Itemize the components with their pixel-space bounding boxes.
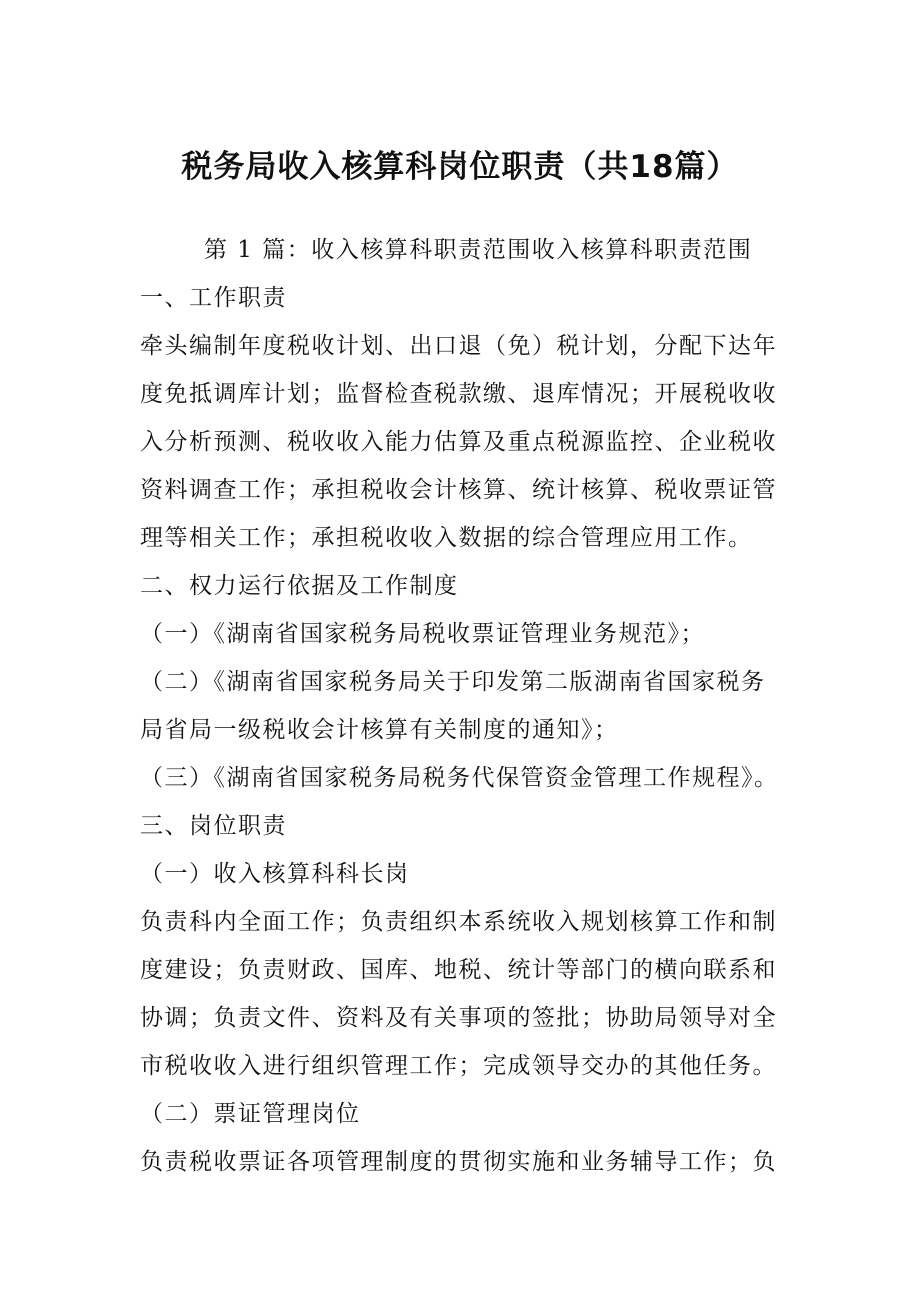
paragraph-line: 协调；负责文件、资料及有关事项的签批；协助局领导对全 <box>140 1005 777 1031</box>
list-item: （二）《湖南省国家税务局关于印发第二版湖南省国家税务 <box>140 669 766 695</box>
paragraph-line: 理等相关工作；承担税收收入数据的综合管理应用工作。 <box>140 525 753 551</box>
paragraph-line: 负责税收票证各项管理制度的贯彻实施和业务辅导工作；负 <box>140 1149 777 1175</box>
subsection-heading: （一）收入核算科科长岗 <box>140 861 410 887</box>
paragraph-line: 资料调查工作；承担税收会计核算、统计核算、税收票证管 <box>140 477 777 503</box>
section-heading: 二、权力运行依据及工作制度 <box>140 573 459 599</box>
list-item-continuation: 局省局一级税收会计核算有关制度的通知》； <box>140 717 619 743</box>
paragraph-line: 市税收收入进行组织管理工作；完成领导交办的其他任务。 <box>140 1053 777 1079</box>
paragraph-line: 入分析预测、税收收入能力估算及重点税源监控、企业税收 <box>140 429 777 455</box>
paragraph-line: 牵头编制年度税收计划、出口退（免）税计划，分配下达年 <box>140 333 777 359</box>
list-item: （三）《湖南省国家税务局税务代保管资金管理工作规程》。 <box>140 765 779 791</box>
subsection-heading: （二）票证管理岗位 <box>140 1101 361 1127</box>
section-heading: 一、工作职责 <box>140 285 287 311</box>
paragraph-line: 负责科内全面工作；负责组织本系统收入规划核算工作和制 <box>140 909 777 935</box>
section-heading: 三、岗位职责 <box>140 813 287 839</box>
document-title: 税务局收入核算科岗位职责（共18篇） <box>181 149 739 185</box>
paragraph-line: 度免抵调库计划；监督检查税款缴、退库情况；开展税收收 <box>140 381 777 407</box>
paragraph-line: 度建设；负责财政、国库、地税、统计等部门的横向联系和 <box>140 957 777 983</box>
chapter-heading: 第 1 篇：收入核算科职责范围收入核算科职责范围 <box>204 237 753 263</box>
document-body <box>140 226 800 1186</box>
list-item: （一）《湖南省国家税务局税收票证管理业务规范》； <box>140 621 705 647</box>
